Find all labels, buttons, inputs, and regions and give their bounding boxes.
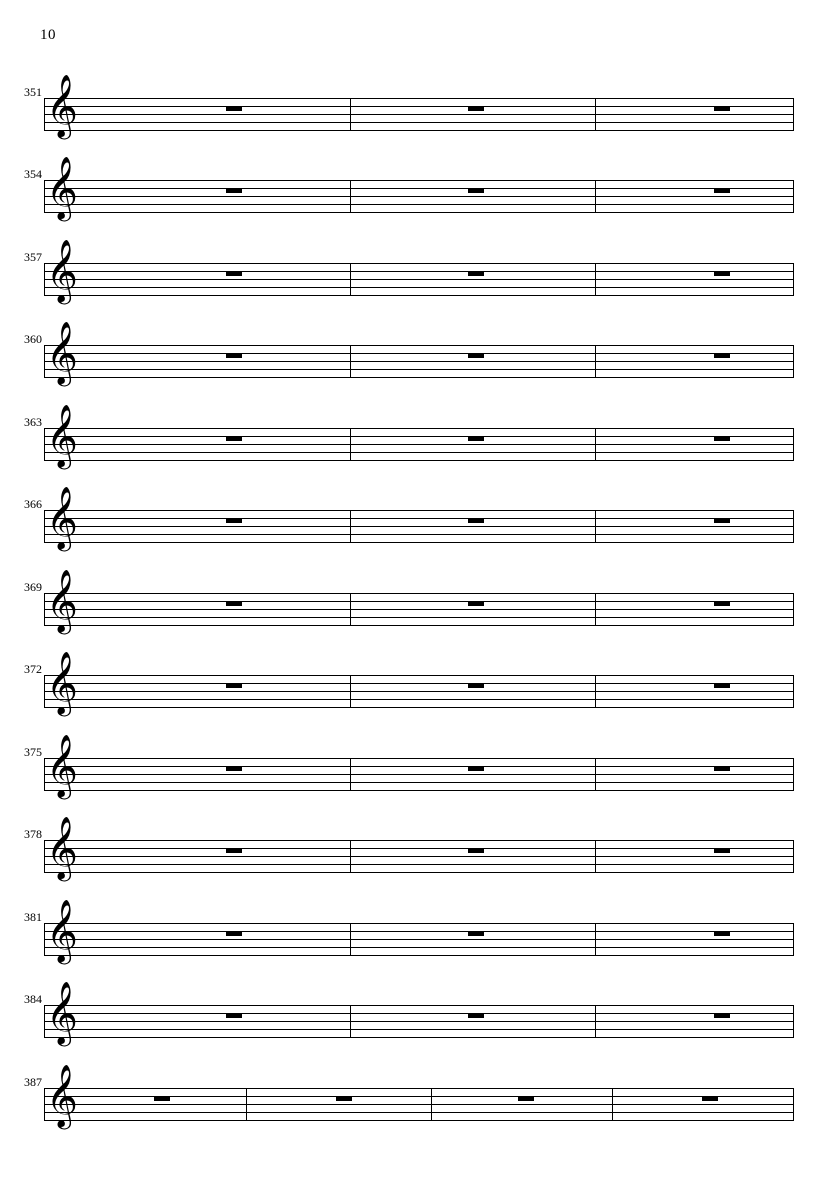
treble-clef-icon: 𝄞: [46, 239, 78, 302]
staff-end-barline: [793, 923, 794, 956]
staff-line: [44, 1088, 794, 1089]
whole-measure-rest: [468, 353, 484, 358]
staff-line: [44, 122, 794, 123]
whole-measure-rest: [226, 188, 242, 193]
staff-line: [44, 106, 794, 107]
barline: [595, 593, 596, 626]
staff-line: [44, 609, 794, 610]
measure-number: 387: [24, 1075, 42, 1089]
measure-number: 381: [24, 910, 42, 924]
barline: [350, 593, 351, 626]
staff: [44, 486, 794, 549]
staff-line: [44, 263, 794, 264]
staff-end-barline: [793, 840, 794, 873]
staff-start-barline: [44, 758, 45, 791]
staff-line: [44, 675, 794, 676]
staff-system: [0, 404, 835, 479]
whole-measure-rest: [226, 353, 242, 358]
treble-clef-icon: 𝄞: [46, 1064, 78, 1127]
staff-line: [44, 279, 794, 280]
staff-line: [44, 840, 794, 841]
whole-measure-rest: [714, 106, 730, 111]
measure-number: 378: [24, 827, 42, 841]
measure-number: 369: [24, 580, 42, 594]
staff-start-barline: [44, 98, 45, 131]
staff-line: [44, 864, 794, 865]
staff-line: [44, 353, 794, 354]
staff-line: [44, 707, 794, 708]
staff-system: [0, 156, 835, 231]
whole-measure-rest: [714, 848, 730, 853]
staff-line: [44, 766, 794, 767]
staff-line: [44, 526, 794, 527]
staff-system: [0, 1064, 835, 1139]
barline: [595, 98, 596, 131]
treble-clef-icon: 𝄞: [46, 321, 78, 384]
staff: [44, 74, 794, 137]
whole-measure-rest: [468, 106, 484, 111]
staff-line: [44, 782, 794, 783]
staff-line: [44, 287, 794, 288]
staff-line: [44, 923, 794, 924]
treble-clef-icon: 𝄞: [46, 899, 78, 962]
staff-system: [0, 899, 835, 974]
staff: [44, 404, 794, 467]
whole-measure-rest: [468, 766, 484, 771]
staff-end-barline: [793, 1005, 794, 1038]
whole-measure-rest: [226, 683, 242, 688]
staff-line: [44, 510, 794, 511]
whole-measure-rest: [226, 518, 242, 523]
staff-start-barline: [44, 345, 45, 378]
whole-measure-rest: [468, 271, 484, 276]
whole-measure-rest: [226, 106, 242, 111]
barline: [595, 923, 596, 956]
staff-line: [44, 130, 794, 131]
treble-clef-icon: 𝄞: [46, 651, 78, 714]
staff-line: [44, 699, 794, 700]
staff-line: [44, 361, 794, 362]
whole-measure-rest: [226, 601, 242, 606]
staff-line: [44, 593, 794, 594]
barline: [595, 428, 596, 461]
treble-clef-icon: 𝄞: [46, 486, 78, 549]
whole-measure-rest: [468, 1013, 484, 1018]
whole-measure-rest: [468, 518, 484, 523]
barline: [350, 263, 351, 296]
barline: [595, 675, 596, 708]
barline: [350, 675, 351, 708]
staff-system: [0, 239, 835, 314]
treble-clef-icon: 𝄞: [46, 404, 78, 467]
barline: [350, 1005, 351, 1038]
staff-line: [44, 518, 794, 519]
whole-measure-rest: [226, 271, 242, 276]
staff: [44, 981, 794, 1044]
whole-measure-rest: [714, 931, 730, 936]
staff-line: [44, 377, 794, 378]
staff-line: [44, 295, 794, 296]
barline: [350, 510, 351, 543]
staff-line: [44, 444, 794, 445]
whole-measure-rest: [468, 848, 484, 853]
staff-line: [44, 180, 794, 181]
whole-measure-rest: [468, 683, 484, 688]
staff-system: [0, 486, 835, 561]
whole-measure-rest: [468, 436, 484, 441]
barline: [595, 1005, 596, 1038]
whole-measure-rest: [468, 601, 484, 606]
whole-measure-rest: [226, 931, 242, 936]
barline: [350, 428, 351, 461]
measure-number: 384: [24, 992, 42, 1006]
staff-line: [44, 939, 794, 940]
whole-measure-rest: [714, 436, 730, 441]
staff: [44, 156, 794, 219]
staff: [44, 569, 794, 632]
staff-line: [44, 188, 794, 189]
staff-system: [0, 321, 835, 396]
barline: [595, 510, 596, 543]
staff-line: [44, 774, 794, 775]
staff-end-barline: [793, 263, 794, 296]
treble-clef-icon: 𝄞: [46, 734, 78, 797]
staff-start-barline: [44, 180, 45, 213]
staff-line: [44, 856, 794, 857]
barline: [350, 840, 351, 873]
whole-measure-rest: [714, 601, 730, 606]
staff-line: [44, 1021, 794, 1022]
staff-line: [44, 848, 794, 849]
staff: [44, 1064, 794, 1127]
whole-measure-rest: [714, 683, 730, 688]
treble-clef-icon: 𝄞: [46, 569, 78, 632]
whole-measure-rest: [336, 1096, 352, 1101]
barline: [595, 180, 596, 213]
whole-measure-rest: [714, 1013, 730, 1018]
staff-line: [44, 1029, 794, 1030]
staff-start-barline: [44, 840, 45, 873]
barline: [595, 263, 596, 296]
staff-start-barline: [44, 593, 45, 626]
whole-measure-rest: [714, 766, 730, 771]
staff-line: [44, 114, 794, 115]
whole-measure-rest: [714, 518, 730, 523]
measure-number: 351: [24, 85, 42, 99]
staff-line: [44, 931, 794, 932]
barline: [350, 923, 351, 956]
staff-system: [0, 981, 835, 1056]
staff: [44, 816, 794, 879]
staff-line: [44, 98, 794, 99]
staff-line: [44, 691, 794, 692]
whole-measure-rest: [226, 766, 242, 771]
staff-line: [44, 204, 794, 205]
staff-end-barline: [793, 428, 794, 461]
staff-line: [44, 872, 794, 873]
staff-end-barline: [793, 593, 794, 626]
whole-measure-rest: [714, 188, 730, 193]
staff-system: [0, 734, 835, 809]
barline: [595, 840, 596, 873]
barline: [431, 1088, 432, 1121]
staff-system: [0, 816, 835, 891]
staff-line: [44, 1112, 794, 1113]
staff-start-barline: [44, 428, 45, 461]
staff-line: [44, 758, 794, 759]
staff-system: [0, 74, 835, 149]
staff-start-barline: [44, 675, 45, 708]
measure-number: 375: [24, 745, 42, 759]
staff-end-barline: [793, 510, 794, 543]
staff-line: [44, 601, 794, 602]
barline: [595, 758, 596, 791]
whole-measure-rest: [468, 188, 484, 193]
staff-line: [44, 1104, 794, 1105]
staff-start-barline: [44, 923, 45, 956]
measure-number: 363: [24, 415, 42, 429]
barline: [350, 180, 351, 213]
staff-line: [44, 436, 794, 437]
whole-measure-rest: [226, 1013, 242, 1018]
staff-line: [44, 212, 794, 213]
staff-line: [44, 428, 794, 429]
staff-line: [44, 369, 794, 370]
whole-measure-rest: [154, 1096, 170, 1101]
treble-clef-icon: 𝄞: [46, 74, 78, 137]
whole-measure-rest: [714, 271, 730, 276]
staff-end-barline: [793, 98, 794, 131]
staff-line: [44, 683, 794, 684]
measure-number: 360: [24, 332, 42, 346]
staff: [44, 239, 794, 302]
treble-clef-icon: 𝄞: [46, 156, 78, 219]
staff-line: [44, 271, 794, 272]
staff-line: [44, 617, 794, 618]
staff-end-barline: [793, 675, 794, 708]
staff-start-barline: [44, 510, 45, 543]
measure-number: 372: [24, 662, 42, 676]
whole-measure-rest: [714, 353, 730, 358]
staff-line: [44, 947, 794, 948]
measure-number: 366: [24, 497, 42, 511]
whole-measure-rest: [226, 436, 242, 441]
page-number: 10: [40, 27, 56, 43]
staff-line: [44, 196, 794, 197]
staff: [44, 899, 794, 962]
barline: [350, 345, 351, 378]
staff-line: [44, 345, 794, 346]
staff-end-barline: [793, 758, 794, 791]
barline: [612, 1088, 613, 1121]
staff-line: [44, 1005, 794, 1006]
staff-line: [44, 542, 794, 543]
staff-line: [44, 1037, 794, 1038]
staff-start-barline: [44, 263, 45, 296]
barline: [350, 98, 351, 131]
treble-clef-icon: 𝄞: [46, 816, 78, 879]
staff-line: [44, 452, 794, 453]
staff-end-barline: [793, 180, 794, 213]
staff: [44, 651, 794, 714]
staff-line: [44, 955, 794, 956]
barline: [595, 345, 596, 378]
staff-line: [44, 1013, 794, 1014]
staff: [44, 734, 794, 797]
staff-start-barline: [44, 1005, 45, 1038]
staff-end-barline: [793, 345, 794, 378]
staff-line: [44, 460, 794, 461]
measure-number: 357: [24, 250, 42, 264]
staff-line: [44, 534, 794, 535]
staff-system: [0, 651, 835, 726]
whole-measure-rest: [702, 1096, 718, 1101]
staff-end-barline: [793, 1088, 794, 1121]
whole-measure-rest: [468, 931, 484, 936]
staff-line: [44, 625, 794, 626]
staff: [44, 321, 794, 384]
whole-measure-rest: [226, 848, 242, 853]
staff-line: [44, 790, 794, 791]
barline: [350, 758, 351, 791]
treble-clef-icon: 𝄞: [46, 981, 78, 1044]
staff-start-barline: [44, 1088, 45, 1121]
barline: [246, 1088, 247, 1121]
staff-system: [0, 569, 835, 644]
staff-line: [44, 1120, 794, 1121]
measure-number: 354: [24, 167, 42, 181]
whole-measure-rest: [518, 1096, 534, 1101]
